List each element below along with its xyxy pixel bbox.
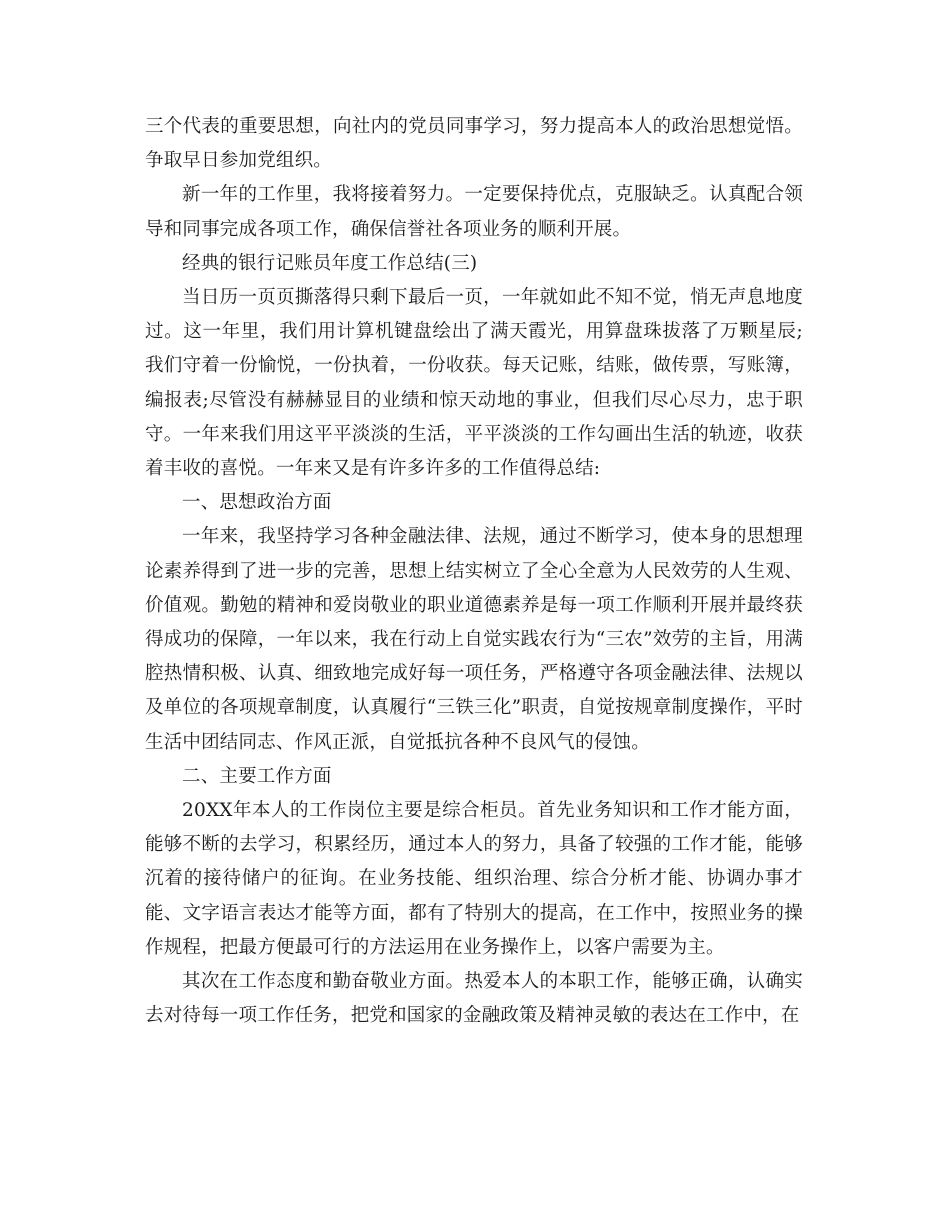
section-heading-ideology: 一、思想政治方面 [182, 492, 332, 514]
paragraph-4: 当日历一页页撕落得只剩下最后一页，一年就如此不知不觉，悄无声息地度过。这一年里，我们用计算机键盘绘出了满天霞光，用算盘珠拔落了万颗星辰;我们守着一份愉悦，一份执着，一份收获。每天记账，结账，做传票，写账簿，编报表;尽管没有赫赫显目的业绩和惊天动地的事业，但我们尽心尽力，忠于职守。一年来我们用这平平淡淡的生活，平平淡淡的工作勾画出生活的轨迹，收获着丰收的喜悦。一年来又是有许多许多的工作值得总结: [145, 287, 803, 480]
paragraph-6: 一年来，我坚持学习各种金融法律、法规，通过不断学习，使本身的思想理论素养得到了进一步的完善，思想上结实树立了全心全意为人民效劳的人生观、价值观。勤勉的精神和爱岗敬业的职业道德素养是每一项工作顺利开展并最终获得成功的保障，一年以来，我在行动上自觉实践农行为“三农”效劳的主旨，用满腔热情积极、认真、细致地完成好每一项任务，严格遵守各项金融法律、法规以及单位的各项规章制度，认真履行“三铁三化”职责，自觉按规章制度操作，平时生活中团结同志、作风正派，自觉抵抗各种不良风气的侵蚀。 [145, 526, 803, 753]
document-page [145, 110, 803, 1033]
section-heading-3: 经典的银行记账员年度工作总结(三) [182, 252, 478, 274]
section-heading-main-work: 二、主要工作方面 [182, 765, 332, 787]
paragraph-1: 三个代表的重要思想，向社内的党员同事学习，努力提高本人的政治思想觉悟。争取早日参加党组织。 [145, 116, 803, 172]
paragraph-9: 其次在工作态度和勤奋敬业方面。热爱本人的本职工作，能够正确，认确实去对待每一项工作任务，把党和国家的金融政策及精神灵敏的表达在工作中，在 [145, 971, 803, 1027]
paragraph-2: 新一年的工作里，我将接着努力。一定要保持优点，克服缺乏。认真配合领导和同事完成各项工作，确保信誉社各项业务的顺利开展。 [145, 184, 803, 240]
paragraph-8: 20XX年本人的工作岗位主要是综合柜员。首先业务知识和工作才能方面，能够不断的去学习，积累经历，通过本人的努力，具备了较强的工作才能，能够沉着的接待储户的征询。在业务技能、组织治理、综合分析才能、协调办事才能、文字语言表达才能等方面，都有了特别大的提高，在工作中，按照业务的操作规程，把最方便最可行的方法运用在业务操作上，以客户需要为主。 [145, 800, 803, 958]
